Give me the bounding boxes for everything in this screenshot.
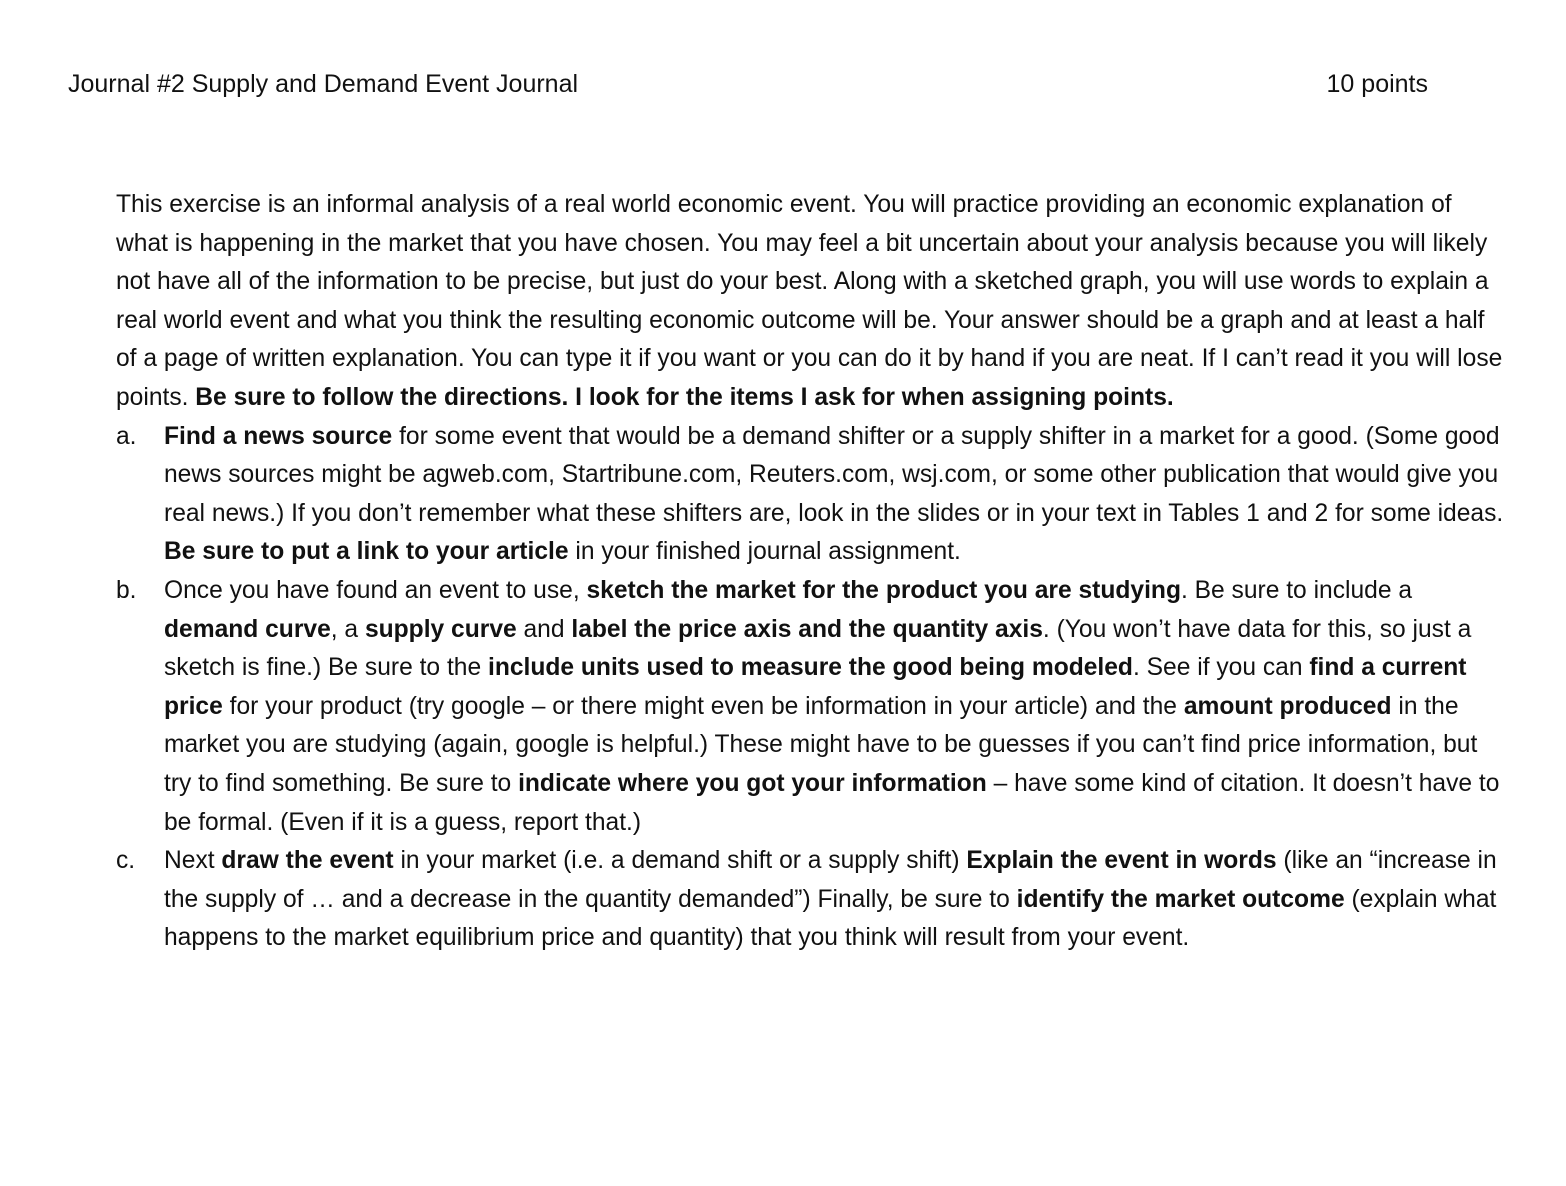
text-run: indicate where you got your information (518, 769, 987, 797)
text-run: supply curve (364, 615, 517, 643)
list-item-c (116, 842, 1506, 958)
text-run: . See if you can (1132, 654, 1310, 682)
text-run: sketch the market for the product you are studying (586, 576, 1181, 604)
text-run: Find a news source (164, 422, 393, 450)
page-header (68, 64, 1428, 104)
item-b-text (164, 577, 1499, 836)
text-run: Be sure to put a link to your article (164, 538, 569, 566)
text-run: . (You won’t have data for this, so just a sketch is fine.) Be sure to the (164, 615, 1472, 682)
text-run: Once you have found an event to use, (164, 576, 587, 604)
text-run: . Be sure to include a (1180, 576, 1413, 604)
intro-bold-text: Be sure to follow the directions. I look for the items I ask for when assigning points. (195, 383, 1174, 411)
points-value: 10 points (1326, 70, 1428, 98)
list-item-a (116, 418, 1506, 572)
item-c-text (164, 847, 1497, 951)
intro-paragraph (116, 186, 1506, 418)
text-run: for some event that would be a demand shifter or a supply shifter in a market for a good. (Some good news sources might be agweb.com, Startribune.com, Reuters.com, wsj.com, or some other publication that would give you real news.) If you don’t remember what these shifters are, look in the slides or in your text in Tables 1 and 2 for some ideas. (164, 422, 1504, 527)
text-run: , a (330, 615, 365, 643)
text-run: Next (164, 847, 222, 875)
text-run: draw the event (221, 847, 394, 875)
journal-title: Journal #2 Supply and Demand Event Journal (68, 70, 579, 98)
list-marker: a. (116, 422, 137, 450)
instruction-list (116, 418, 1506, 958)
list-marker: c. (116, 847, 136, 875)
instructions-body (116, 186, 1506, 958)
text-run: in your finished journal assignment. (568, 538, 961, 566)
text-run: (like an “increase in the supply of … and a decrease in the quantity demanded”) Finally, be sure to (164, 847, 1497, 913)
text-run: label the price axis and the quantity axis (571, 615, 1043, 643)
text-run: – have some kind of citation. It doesn’t have to be formal. (Even if it is a guess, report that.) (164, 769, 1500, 836)
text-run: (explain what happens to the market equilibrium price and quantity) that you think will result from your event. (164, 885, 1497, 952)
text-run: in the market you are studying (again, google is helpful.) These might have to be guesses if you can’t find price information, but try to find something. Be sure to (164, 692, 1478, 797)
text-run: amount produced (1183, 692, 1392, 720)
item-a-text (164, 423, 1503, 566)
text-run: and (516, 615, 572, 643)
text-run: identify the market outcome (1016, 885, 1345, 913)
text-run: in your market (i.e. a demand shift or a supply shift) (393, 847, 967, 875)
text-run: find a current price (164, 654, 1467, 720)
list-marker: b. (116, 576, 137, 604)
list-item-b (116, 572, 1506, 842)
text-run: include units used to measure the good being modeled (487, 654, 1133, 682)
text-run: demand curve (164, 615, 331, 643)
intro-text: This exercise is an informal analysis of a real world economic event. You will practice providing an economic explanation of what is happening in the market that you have chosen. You may feel a bit uncertain about your analysis because you will likely not have all of the information to be precise, but just do your best. Along with a sketched graph, you will use words to explain a real world event and what you think the resulting economic outcome will be. Your answer should be a graph and at least a half of a page of written explanation. You can type it if you want or you can do it by hand if you are neat. If I can’t read it you will lose points. (116, 191, 1503, 411)
text-run: for your product (try google – or there might even be information in your article) and the (222, 692, 1184, 720)
text-run: Explain the event in words (966, 847, 1277, 875)
